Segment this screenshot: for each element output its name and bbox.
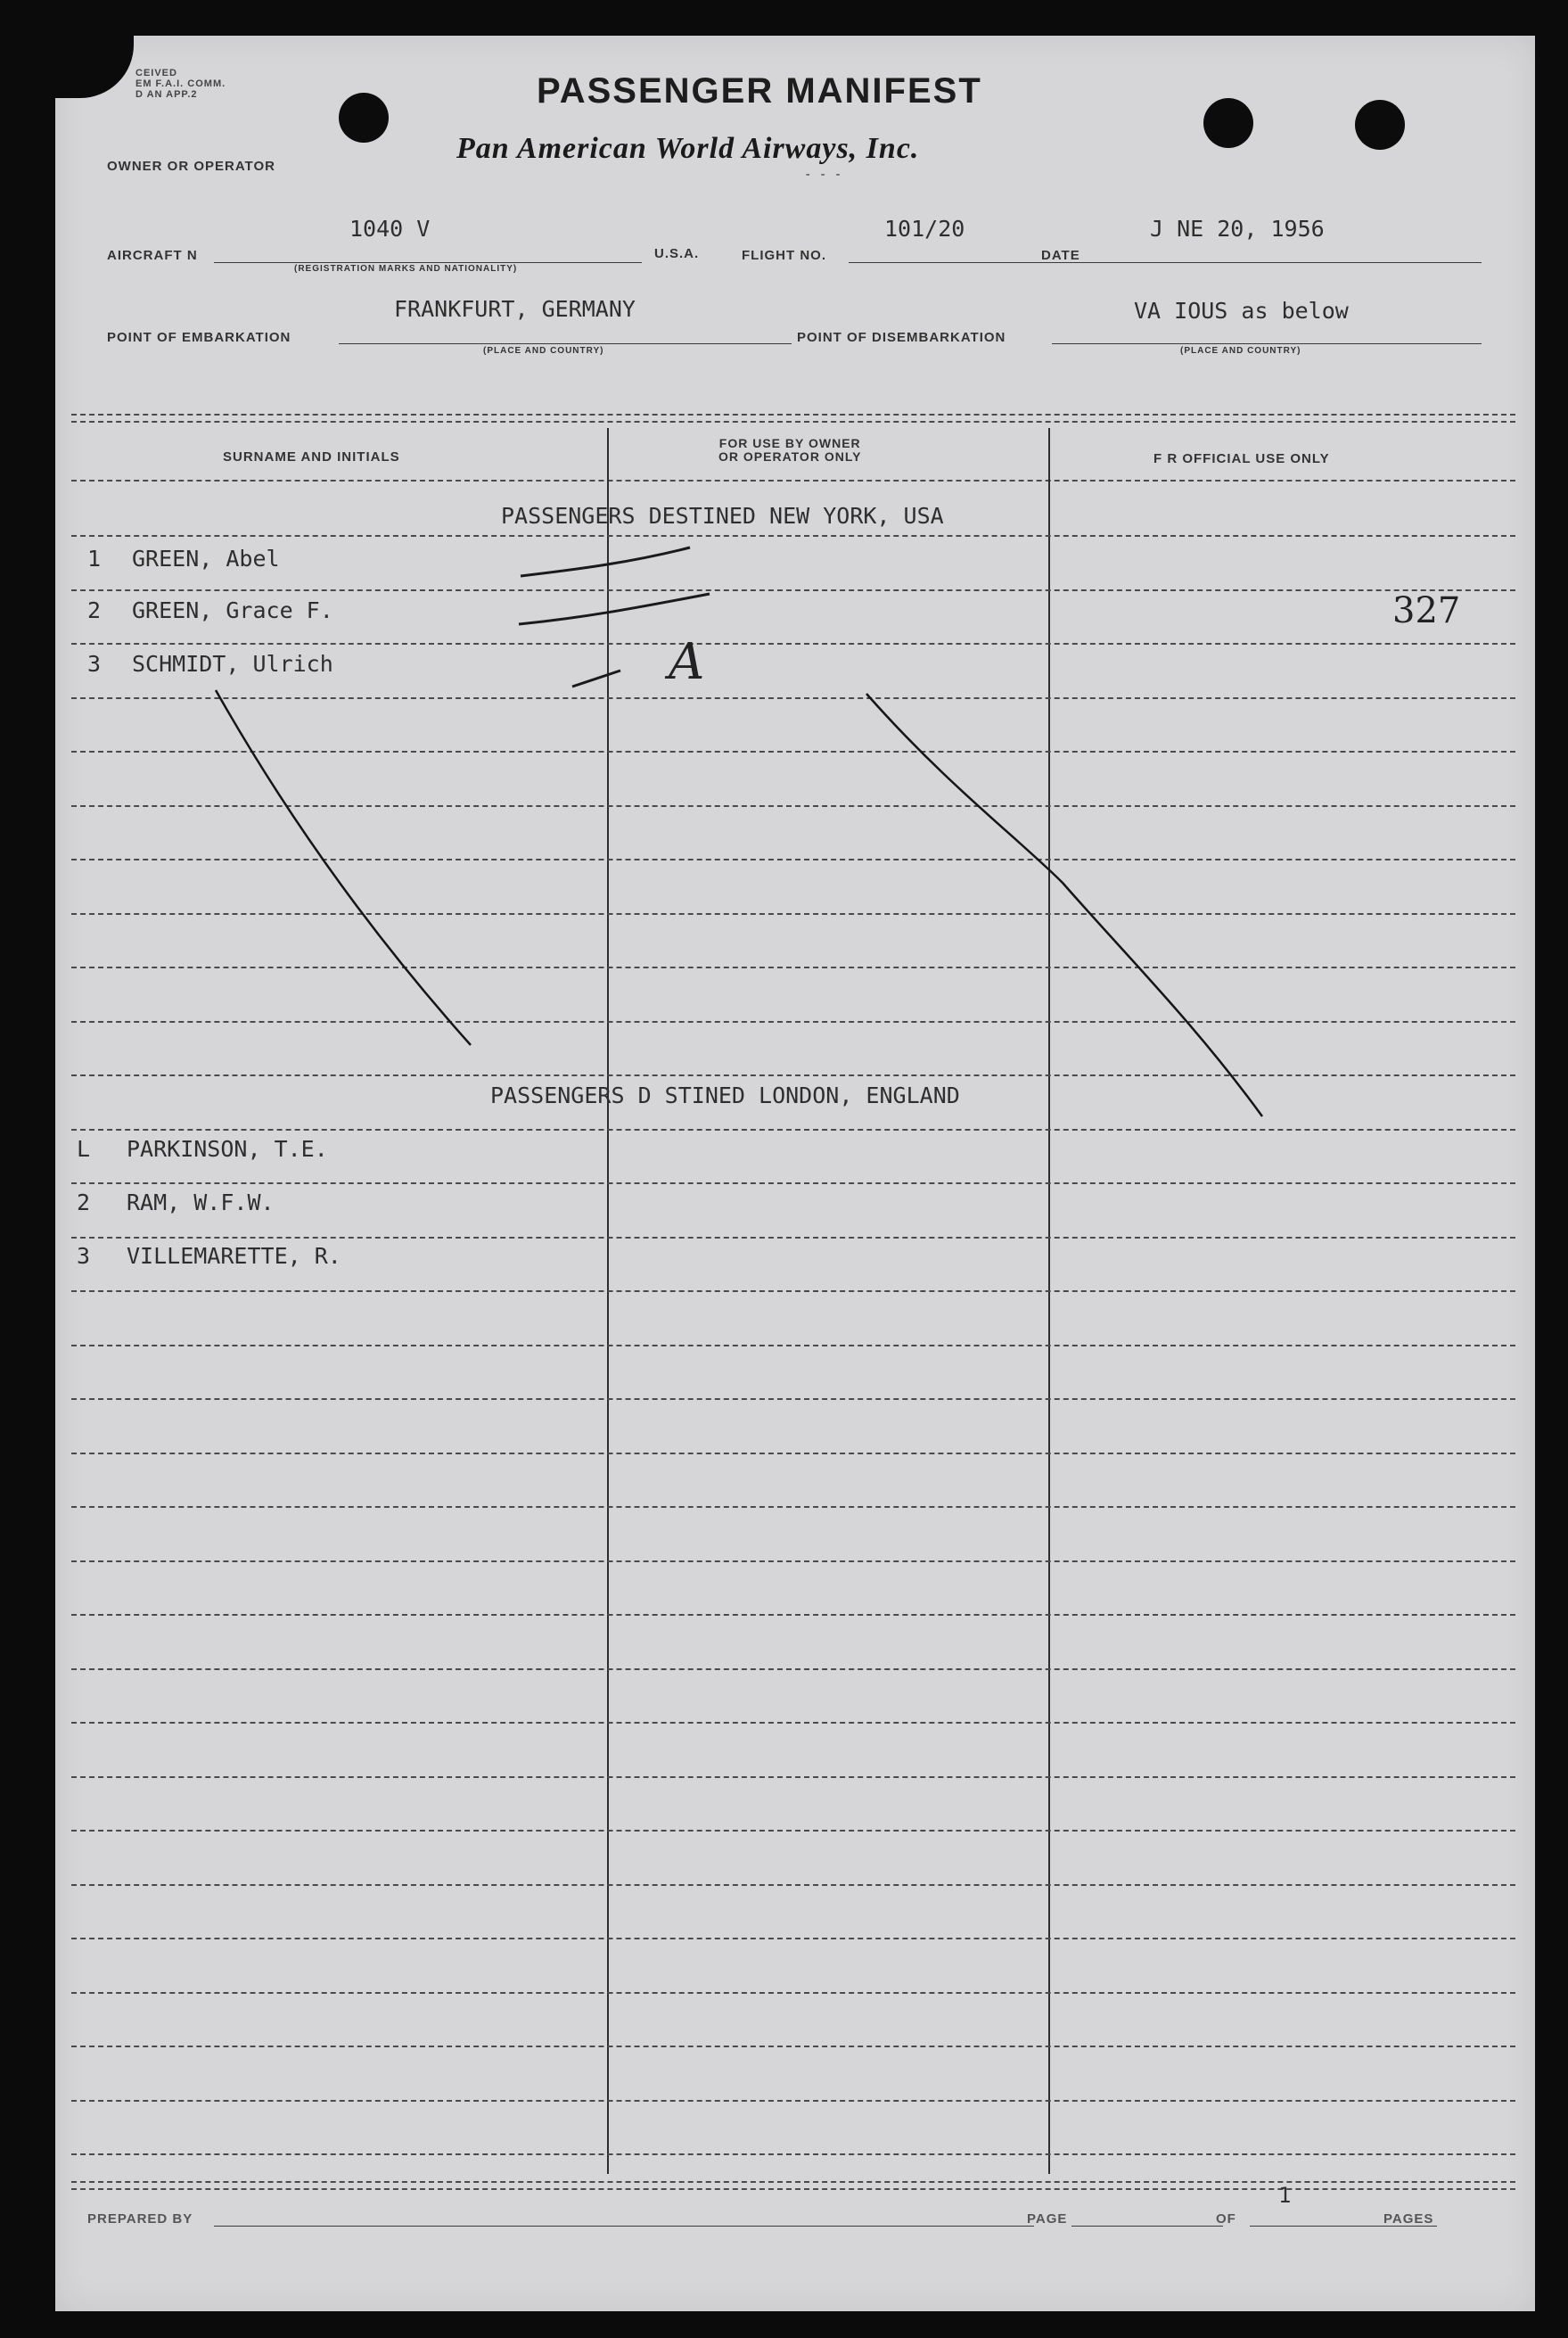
row-rule <box>71 1938 1515 1939</box>
disembarkation-note: (PLACE AND COUNTRY) <box>1180 346 1301 356</box>
row-rule <box>71 1668 1515 1670</box>
embarkation-note: (PLACE AND COUNTRY) <box>483 346 604 356</box>
column-divider-2 <box>1048 428 1050 2174</box>
row-rule <box>71 1182 1515 1184</box>
group-heading-london: PASSENGERS D STINED LONDON, ENGLAND <box>490 1083 960 1108</box>
page-label: PAGE <box>1027 2211 1068 2227</box>
row-rule <box>71 805 1515 807</box>
column-header-official: F R OFFICIAL USE ONLY <box>1153 451 1330 466</box>
aircraft-label: AIRCRAFT N <box>107 248 198 263</box>
embarkation-label: POINT OF EMBARKATION <box>107 330 291 345</box>
punch-hole-right-2 <box>1355 100 1405 150</box>
row-rule <box>71 1776 1515 1778</box>
received-stamp <box>135 68 226 100</box>
stamp-line-2: EM F.A.I. COMM. <box>135 78 226 89</box>
page-title: PASSENGER MANIFEST <box>537 71 982 111</box>
column-header-surname: SURNAME AND INITIALS <box>223 449 400 465</box>
passenger-number: 1 <box>87 546 102 572</box>
passenger-name: GREEN, Grace F. <box>132 597 333 623</box>
embarkation-value: FRANKFURT, GERMANY <box>394 296 636 322</box>
aircraft-value: 1040 V <box>349 216 431 242</box>
page-number: 1 <box>1278 2183 1292 2208</box>
passenger-name: GREEN, Abel <box>132 546 280 572</box>
registration-note: (REGISTRATION MARKS AND NATIONALITY) <box>294 264 518 274</box>
row-rule <box>71 1884 1515 1886</box>
stamp-line-3: D AN APP.2 <box>135 89 198 100</box>
date-value: J NE 20, 1956 <box>1150 216 1325 242</box>
passenger-number: 3 <box>87 651 102 677</box>
passenger-name: VILLEMARETTE, R. <box>127 1243 341 1269</box>
official-use-number: 327 <box>1392 590 1461 631</box>
row-rule <box>71 535 1515 537</box>
tick-mark-1 <box>521 547 690 576</box>
punch-hole-left <box>339 93 389 143</box>
company-underline: - - - <box>804 168 842 182</box>
manifest-sheet <box>55 36 1535 2311</box>
torn-corner <box>0 0 134 98</box>
row-rule <box>71 1129 1515 1131</box>
stamp-line-1: CEIVED <box>135 68 177 78</box>
passenger-name: RAM, W.F.W. <box>127 1190 275 1215</box>
row-rule <box>71 1506 1515 1508</box>
flight-value: 101/20 <box>884 216 965 242</box>
row-rule <box>71 589 1515 591</box>
row-rule <box>71 697 1515 699</box>
owner-use-line-1: FOR USE BY OWNER <box>718 436 861 450</box>
of-label: OF <box>1216 2211 1236 2227</box>
column-header-owner-use <box>718 437 861 464</box>
passenger-number: 3 <box>77 1243 91 1269</box>
prepared-by-label: PREPARED BY <box>87 2211 193 2227</box>
row-rule <box>71 1237 1515 1239</box>
row-rule <box>71 643 1515 645</box>
row-rule <box>71 751 1515 753</box>
date-label: DATE <box>1041 248 1080 263</box>
row-rule <box>71 913 1515 915</box>
passenger-number: L <box>77 1136 91 1162</box>
pen-marks <box>55 36 1535 2311</box>
tick-mark-3 <box>572 671 620 687</box>
passenger-number: 2 <box>87 597 102 623</box>
strike-line-right <box>866 694 1262 1116</box>
passenger-name: SCHMIDT, Ulrich <box>132 651 333 677</box>
row-rule <box>71 1722 1515 1724</box>
row-rule <box>71 2153 1515 2155</box>
row-rule <box>71 1560 1515 1562</box>
row-rule <box>71 1398 1515 1400</box>
disembarkation-label: POINT OF DISEMBARKATION <box>797 330 1006 345</box>
punch-hole-right-1 <box>1203 98 1253 148</box>
disembarkation-value: VA IOUS as below <box>1134 298 1349 324</box>
row-rule <box>71 2046 1515 2047</box>
row-rule <box>71 1074 1515 1076</box>
row-rule <box>71 2100 1515 2102</box>
owner-label: OWNER OR OPERATOR <box>107 159 275 174</box>
group-heading-new-york: PASSENGERS DESTINED NEW YORK, USA <box>501 503 944 529</box>
passenger-number: 2 <box>77 1190 91 1215</box>
row-rule <box>71 1453 1515 1454</box>
row-rule <box>71 859 1515 860</box>
row-rule <box>71 1830 1515 1832</box>
row-rule <box>71 1345 1515 1346</box>
pages-label: PAGES <box>1383 2211 1434 2227</box>
handwritten-letter: A <box>669 633 705 691</box>
column-divider-1 <box>607 428 609 2174</box>
tick-mark-2 <box>519 594 710 624</box>
company-name: Pan American World Airways, Inc. <box>456 132 920 165</box>
row-rule <box>71 1021 1515 1023</box>
flight-label: FLIGHT NO. <box>742 248 826 263</box>
row-rule <box>71 1614 1515 1616</box>
usa-label: U.S.A. <box>654 246 700 261</box>
row-rule <box>71 967 1515 968</box>
owner-use-line-2: OR OPERATOR ONLY <box>718 449 862 464</box>
passenger-name: PARKINSON, T.E. <box>127 1136 328 1162</box>
row-rule <box>71 1992 1515 1994</box>
strike-line-left <box>216 690 471 1045</box>
row-rule <box>71 1290 1515 1292</box>
